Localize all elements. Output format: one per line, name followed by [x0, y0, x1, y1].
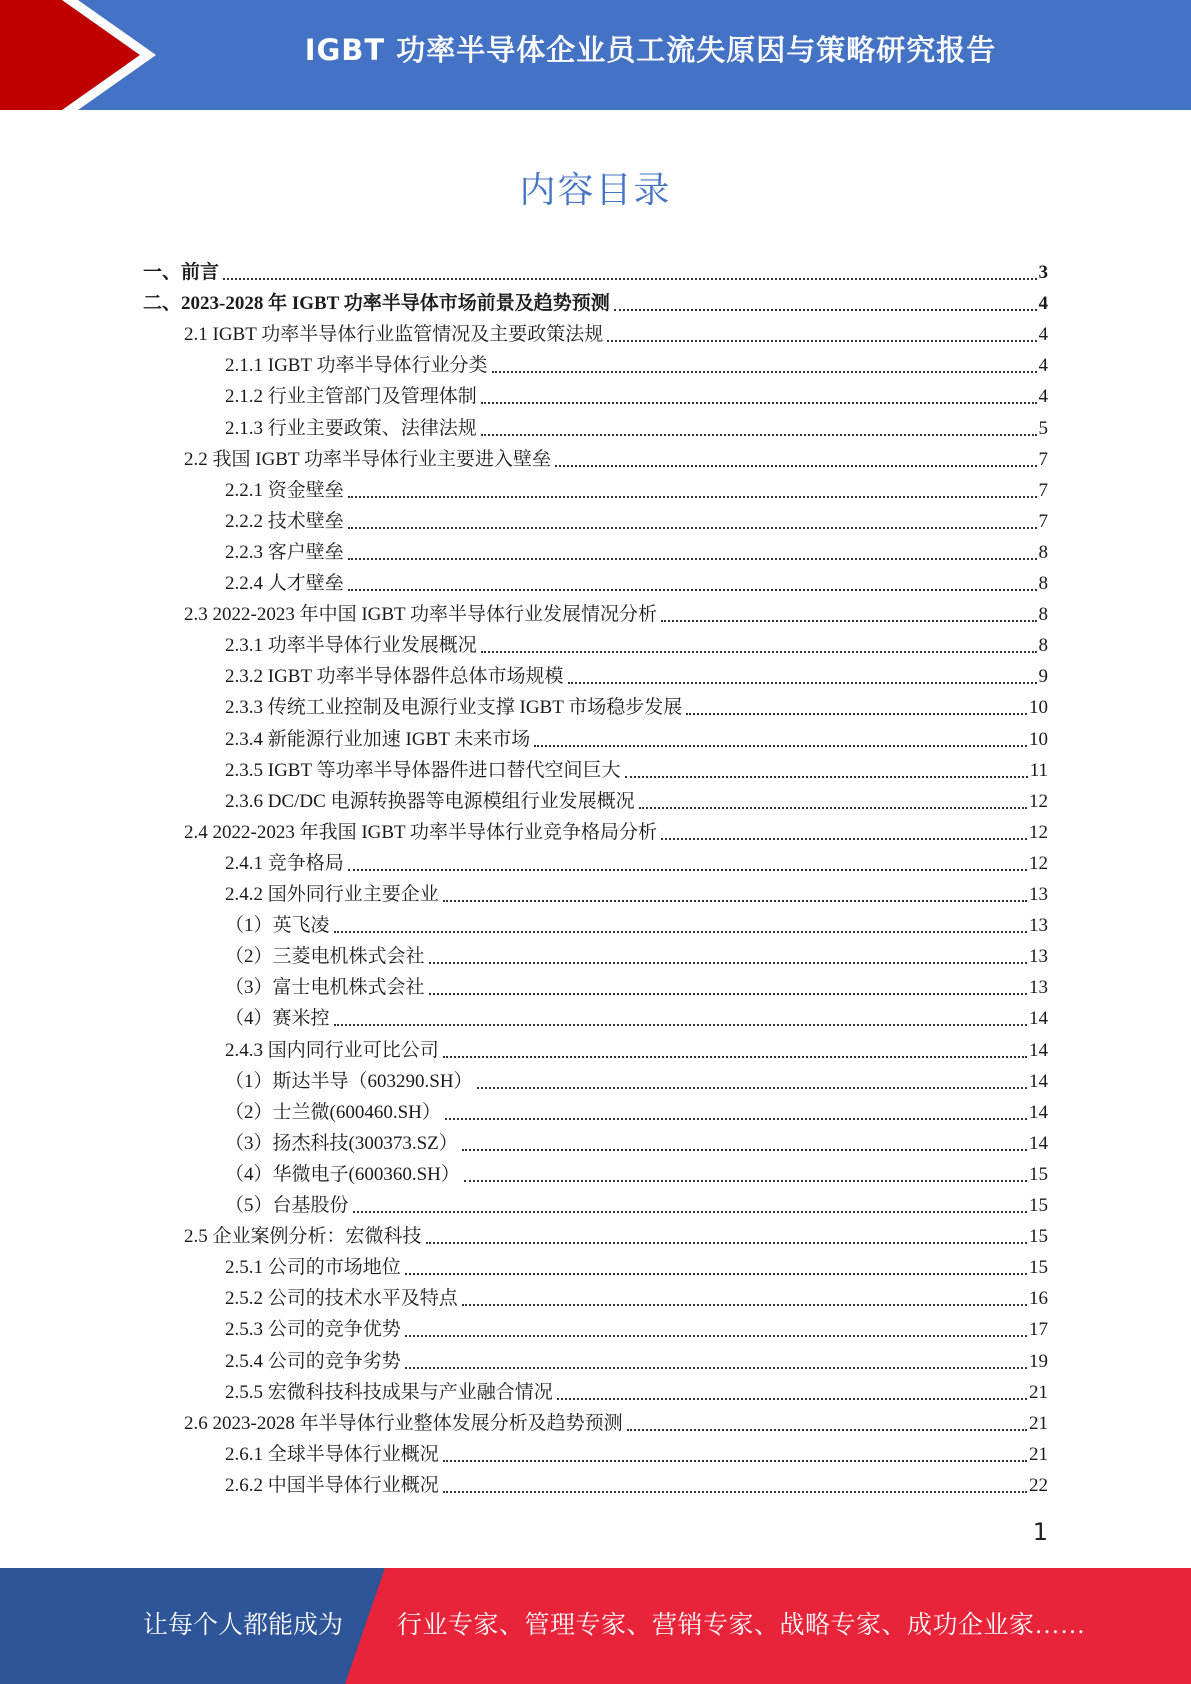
toc-entry[interactable]	[225, 844, 1048, 875]
toc-entry-label: 2.3.3 传统工业控制及电源行业支撑 IGBT 市场稳步发展	[225, 697, 683, 718]
toc-entry[interactable]	[184, 315, 1048, 346]
toc-entry-page: 7	[1038, 480, 1048, 501]
toc-entry[interactable]	[225, 1124, 1048, 1155]
header-title: IGBT 功率半导体企业员工流失原因与策略研究报告	[304, 33, 997, 67]
toc-dot-leader	[568, 682, 1037, 684]
toc-entry[interactable]	[225, 502, 1048, 533]
toc-entry-page: 19	[1029, 1351, 1048, 1372]
toc-dot-leader	[426, 1242, 1027, 1244]
toc-entry-label: 2.5.4 公司的竞争劣势	[225, 1351, 401, 1372]
toc-dot-leader	[429, 962, 1027, 964]
toc-entry[interactable]	[225, 751, 1048, 782]
toc-dot-leader	[334, 931, 1027, 933]
toc-entry-label: 2.6 2023-2028 年半导体行业整体发展分析及趋势预测	[184, 1413, 623, 1434]
toc-entry[interactable]	[225, 688, 1048, 719]
toc-dot-leader	[348, 527, 1037, 529]
toc-entry-label: （3）富士电机株式会社	[225, 977, 425, 998]
toc-dot-leader	[534, 745, 1027, 747]
toc-dot-leader	[686, 713, 1027, 715]
toc-entry-label: 2.3.2 IGBT 功率半导体器件总体市场规模	[225, 666, 564, 687]
toc-entry-label: 2.5.3 公司的竞争优势	[225, 1319, 401, 1340]
toc-entry-label: 2.3.5 IGBT 等功率半导体器件进口替代空间巨大	[225, 760, 621, 781]
toc-entry[interactable]	[225, 1186, 1048, 1217]
toc-entry[interactable]	[225, 720, 1048, 751]
toc-entry-label: （1）斯达半导（603290.SH）	[225, 1071, 473, 1092]
toc-entry[interactable]	[225, 1435, 1048, 1466]
toc-entry-label: 2.2.3 客户壁垒	[225, 542, 344, 563]
toc-dot-leader	[481, 402, 1037, 404]
toc-entry-label: （4）华微电子(600360.SH）	[225, 1164, 460, 1185]
toc-dot-leader	[462, 1304, 1027, 1306]
toc-entry[interactable]	[225, 1155, 1048, 1186]
toc-entry-page: 11	[1029, 760, 1048, 781]
toc-entry-page: 3	[1038, 262, 1048, 283]
toc-dot-leader	[661, 620, 1036, 622]
toc-entry[interactable]	[225, 346, 1048, 377]
toc-dot-leader	[443, 1056, 1027, 1058]
toc-entry-label: 2.2.4 人才壁垒	[225, 573, 344, 594]
toc-entry-label: 2.3.1 功率半导体行业发展概况	[225, 635, 477, 656]
toc-entry-page: 14	[1029, 1133, 1048, 1154]
toc-entry-label: 2.4.1 竞争格局	[225, 853, 344, 874]
toc-entry-page: 10	[1029, 729, 1048, 750]
footer-slogan-left: 让每个人都能成为	[143, 1612, 344, 1639]
toc-entry-page: 21	[1029, 1444, 1048, 1465]
toc-entry-page: 15	[1029, 1257, 1048, 1278]
toc-entry-page: 15	[1029, 1164, 1048, 1185]
toc-entry[interactable]	[225, 1062, 1048, 1093]
toc-title: 内容目录	[519, 170, 672, 211]
toc-dot-leader	[614, 309, 1037, 311]
toc-entry[interactable]	[225, 377, 1048, 408]
toc-entry-page: 8	[1038, 542, 1048, 563]
toc-entry-page: 10	[1029, 697, 1048, 718]
toc-dot-leader	[429, 993, 1027, 995]
toc-dot-leader	[639, 807, 1027, 809]
toc-dot-leader	[334, 1024, 1027, 1026]
page-number: 1	[1032, 1518, 1048, 1546]
toc-dot-leader	[464, 1180, 1027, 1182]
toc-entry-page: 4	[1038, 293, 1048, 314]
toc-entry[interactable]	[143, 284, 1048, 315]
toc-entry-label: 2.1.1 IGBT 功率半导体行业分类	[225, 355, 488, 376]
toc-entry[interactable]	[225, 533, 1048, 564]
toc-dot-leader	[348, 589, 1037, 591]
toc-dot-leader	[443, 900, 1027, 902]
toc-entry-label: （2）三菱电机株式会社	[225, 946, 425, 967]
toc-entry[interactable]	[225, 1279, 1048, 1310]
toc-dot-leader	[348, 869, 1027, 871]
toc-entry-page: 8	[1038, 604, 1048, 625]
toc-entry[interactable]	[225, 1310, 1048, 1341]
toc-entry-label: 2.3.4 新能源行业加速 IGBT 未来市场	[225, 729, 531, 750]
toc-entry-page: 15	[1029, 1226, 1048, 1247]
toc-entry[interactable]	[225, 875, 1048, 906]
toc-entry-page: 21	[1029, 1382, 1048, 1403]
toc-dot-leader	[405, 1335, 1027, 1337]
toc-entry-label: （4）赛米控	[225, 1008, 330, 1029]
toc-entry-label: 2.4.3 国内同行业可比公司	[225, 1040, 439, 1061]
toc-entry-page: 14	[1029, 1102, 1048, 1123]
toc-entry[interactable]	[225, 937, 1048, 968]
toc-entry-label: 2.2.1 资金壁垒	[225, 480, 344, 501]
toc-entry[interactable]	[225, 626, 1048, 657]
toc-entry[interactable]	[225, 1466, 1048, 1497]
toc-entry-label: 2.4.2 国外同行业主要企业	[225, 884, 439, 905]
page-header	[0, 0, 1191, 110]
toc-entry-page: 13	[1029, 977, 1048, 998]
toc-entry-label: 2.5.5 宏微科技科技成果与产业融合情况	[225, 1382, 553, 1403]
toc-entry[interactable]	[143, 253, 1048, 284]
toc-entry-page: 13	[1029, 946, 1048, 967]
toc-dot-leader	[445, 1118, 1027, 1120]
toc-entry[interactable]	[225, 409, 1048, 440]
toc-entry-page: 17	[1029, 1319, 1048, 1340]
toc-dot-leader	[223, 278, 1036, 280]
toc-entry-label: 2.2 我国 IGBT 功率半导体行业主要进入壁垒	[184, 449, 551, 470]
toc-dot-leader	[405, 1367, 1027, 1369]
toc-entry-page: 8	[1038, 573, 1048, 594]
toc-entry-page: 13	[1029, 915, 1048, 936]
toc-dot-leader	[462, 1149, 1027, 1151]
toc-entry-page: 16	[1029, 1288, 1048, 1309]
toc-entry-page: 21	[1029, 1413, 1048, 1434]
toc-entry-page: 4	[1038, 324, 1048, 345]
toc-dot-leader	[443, 1491, 1027, 1493]
toc-entry-page: 15	[1029, 1195, 1048, 1216]
toc-entry-label: 2.1 IGBT 功率半导体行业监管情况及主要政策法规	[184, 324, 604, 345]
toc-entry-page: 5	[1038, 418, 1048, 439]
toc-entry-label: 2.6.2 中国半导体行业概况	[225, 1475, 439, 1496]
toc-entry-page: 12	[1029, 822, 1048, 843]
toc-entry[interactable]	[225, 906, 1048, 937]
toc-entry-page: 7	[1038, 511, 1048, 532]
toc-entry[interactable]	[225, 1031, 1048, 1062]
toc-entry-page: 12	[1029, 791, 1048, 812]
toc-entry[interactable]	[225, 1342, 1048, 1373]
toc-entry-label: 2.4 2022-2023 年我国 IGBT 功率半导体行业竞争格局分析	[184, 822, 658, 843]
toc-dot-leader	[443, 1460, 1027, 1462]
toc-entry[interactable]	[225, 657, 1048, 688]
toc-entry-page: 14	[1029, 1071, 1048, 1092]
toc-entry-label: 2.5 企业案例分析：宏微科技	[184, 1226, 422, 1247]
toc-entry[interactable]	[184, 595, 1048, 626]
toc-dot-leader	[625, 776, 1028, 778]
toc-dot-leader	[492, 371, 1037, 373]
toc-dot-leader	[661, 838, 1027, 840]
toc-entry[interactable]	[184, 1404, 1048, 1435]
toc-entry-label: 二、2023-2028 年 IGBT 功率半导体市场前景及趋势预测	[143, 293, 610, 314]
toc-dot-leader	[627, 1429, 1027, 1431]
toc-entry-page: 12	[1029, 853, 1048, 874]
toc-dot-leader	[481, 434, 1037, 436]
toc-entry[interactable]	[225, 1248, 1048, 1279]
toc-entry-label: 2.1.2 行业主管部门及管理体制	[225, 386, 477, 407]
toc-dot-leader	[477, 1087, 1027, 1089]
toc-entry-page: 8	[1038, 635, 1048, 656]
toc-entry-label: 一、前言	[143, 262, 220, 283]
toc-dot-leader	[481, 651, 1037, 653]
toc-entry[interactable]	[225, 564, 1048, 595]
toc-entry-label: （2）士兰微(600460.SH）	[225, 1102, 441, 1123]
toc-entry-page: 14	[1029, 1008, 1048, 1029]
toc-dot-leader	[607, 340, 1036, 342]
toc-dot-leader	[555, 465, 1037, 467]
toc-entry-label: 2.1.3 行业主要政策、法律法规	[225, 418, 477, 439]
toc-entry[interactable]	[225, 782, 1048, 813]
toc-dot-leader	[348, 496, 1037, 498]
toc-dot-leader	[405, 1273, 1027, 1275]
header-arrow-decoration	[0, 0, 160, 110]
toc-entry[interactable]	[184, 813, 1048, 844]
toc-entry-label: （3）扬杰科技(300373.SZ）	[225, 1133, 458, 1154]
page-footer	[0, 1568, 1191, 1684]
toc-entry-page: 14	[1029, 1040, 1048, 1061]
toc-entry[interactable]	[225, 999, 1048, 1030]
toc-entry-label: 2.5.1 公司的市场地位	[225, 1257, 401, 1278]
toc-entry-page: 4	[1038, 355, 1048, 376]
toc-entry-page: 9	[1038, 666, 1048, 687]
footer-slogan-right: 行业专家、管理专家、营销专家、战略专家、成功企业家……	[397, 1612, 1086, 1639]
toc-entry-label: 2.6.1 全球半导体行业概况	[225, 1444, 439, 1465]
toc-entry[interactable]	[225, 1373, 1048, 1404]
toc-entry[interactable]	[225, 968, 1048, 999]
toc-dot-leader	[348, 558, 1037, 560]
toc-entry[interactable]	[225, 471, 1048, 502]
toc-entry[interactable]	[184, 1217, 1048, 1248]
toc-entry[interactable]	[225, 1093, 1048, 1124]
toc-entry-page: 13	[1029, 884, 1048, 905]
toc-entry-label: （5）台基股份	[225, 1195, 349, 1216]
toc-entry-label: 2.5.2 公司的技术水平及特点	[225, 1288, 458, 1309]
toc-entry-page: 7	[1038, 449, 1048, 470]
toc-dot-leader	[557, 1398, 1027, 1400]
toc-entry-label: 2.3.6 DC/DC 电源转换器等电源模组行业发展概况	[225, 791, 635, 812]
toc-entry-page: 4	[1038, 386, 1048, 407]
toc-entry-page: 22	[1029, 1475, 1048, 1496]
toc-entry-label: （1）英飞凌	[225, 915, 330, 936]
toc-entry-label: 2.3 2022-2023 年中国 IGBT 功率半导体行业发展情况分析	[184, 604, 658, 625]
toc-dot-leader	[353, 1211, 1027, 1213]
toc-entry[interactable]	[184, 440, 1048, 471]
toc-entry-label: 2.2.2 技术壁垒	[225, 511, 344, 532]
